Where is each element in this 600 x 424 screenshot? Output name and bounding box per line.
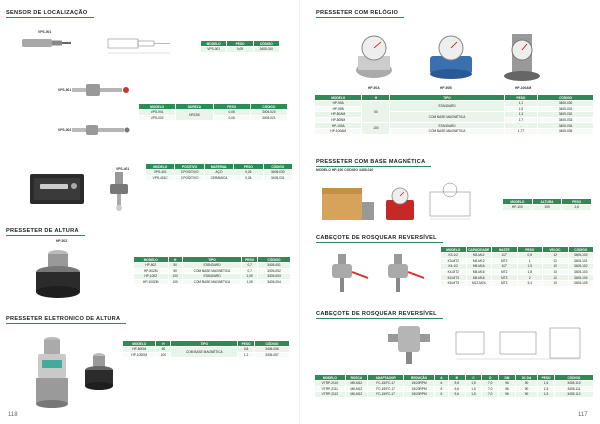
magnetica-device-image bbox=[380, 186, 420, 226]
table-row: HP-100A 100 STANDARD - 3405-034 bbox=[315, 123, 594, 129]
table-row: HP-100AM COM BASE MAGNÉTICA 1,77 3405-035 bbox=[315, 128, 594, 134]
table-row: HP-50Z 50 STANDARD 0,7 3405-051 bbox=[134, 263, 291, 269]
vps901-label: VPS-901 bbox=[58, 88, 72, 92]
page-number-right: 117 bbox=[578, 412, 588, 418]
vps401-probe-image bbox=[100, 172, 140, 212]
rosca1-table: MODELO CAPACIDADE HASTE PESO VELOC. CÓDIGO K3-1/2 M3-M12 1/2" 0,8 12 3405-100 K3-MT2 M3-M12 MT2 1 12 3405-101 K4-1/2 M5-M16 1/2" 1,5 10 3405-102 K4-MT2 M5-M16 MT2 1,8 10 3405-103 K4-MT3 M5-M16 MT3 2 10 3405-104 K6-MT3 M12-M24 MT3 3,4 10 3405-105 bbox=[440, 246, 594, 287]
rosca2-table: MODELO ROSCA ADAPTADOR REDUÇÃO A B C D DM D1 DA PESO CÓDIGO VTRP-2110 M6-M12 FC-15/FC-17 15/20RPM 6 9,6 1,5 7,0 96 90 1,5 3405-110 VTRP-2111 M6-M12 FC-15/FC-17 15/20RPM 6 9,6 1,5 7,0 96 90 1,5 3405-111 VTRP-2112 M6-M12 FC-15/FC-17 15/20RPM 6 9,6 1,5 7,0 96 90 1,5 3405-112 bbox=[314, 374, 594, 398]
table-row: K6-MT3 M12-M24 MT3 3,4 10 3405-105 bbox=[441, 280, 594, 286]
vps901-image bbox=[72, 82, 136, 98]
table-row: HP-50BM 1,7 3405-033 bbox=[315, 117, 594, 123]
table-row: HP-100Z 100 STANDARD 1,05 3405-053 bbox=[134, 274, 291, 280]
hp50a-label: HP-50A bbox=[368, 86, 380, 90]
altura-title: PRESSETER DE ALTURA bbox=[6, 228, 79, 234]
vps401-label: VPS-401 bbox=[116, 167, 130, 171]
table-row: VPS-401C 3 POSITIVO CERÂMICA 0,26 3405-031 bbox=[146, 175, 293, 181]
eletronico-image-1 bbox=[30, 332, 74, 412]
magnetica-title: PRESSETER COM BASE MAGNÉTICA bbox=[316, 159, 426, 165]
relogio-title: PRESSETER COM RELÓGIO bbox=[316, 10, 399, 16]
magnetica-box-image bbox=[318, 184, 378, 224]
hp50z-label: HP-50Z bbox=[56, 239, 68, 243]
table-row: K3-MT2 M3-M12 MT2 1 12 3405-101 bbox=[441, 258, 594, 264]
rosca2-title: CABEÇOTE DE ROSQUEAR REVERSÍVEL bbox=[316, 311, 437, 317]
sensor-table-1: MODELO PESO CÓDIGO VPS-001 0,09 3405-010 bbox=[200, 40, 280, 53]
relogio-table: MODELO H TIPO PESO CÓDIGO HP-50A 50 STANDARD 1,1 3405-030 HP-50B 1,5 3405-031 HP-50AM COM BASE MAGNÉTICA 1,3 3405-032 HP-50BM 1,7 3405-033 HP-100A 100 STANDARD - 3405-034 HP-100AM COM BASE MAGNÉTICA 1,77 3405-035 bbox=[314, 94, 594, 135]
table-row: K4-1/2 M5-M16 1/2" 1,5 10 3405-102 bbox=[441, 264, 594, 270]
table-row: VTRP-2111 M6-M12 FC-15/FC-17 15/20RPM 6 9,6 1,5 7,0 96 90 1,5 3405-111 bbox=[315, 386, 594, 392]
table-row: HP-50ZM 50 COM BASE MAGNÉTICA 0,7 3405-052 bbox=[134, 268, 291, 274]
rosca2-drawing bbox=[450, 324, 590, 364]
table-row: K4-MT2 M5-M16 MT2 1,8 10 3405-103 bbox=[441, 269, 594, 275]
magnetica-table: MODELO ALTURA PESO HP-100 100 2,6 bbox=[502, 198, 592, 211]
table-row: K3-1/2 M3-M12 1/2" 0,8 12 3405-100 bbox=[441, 253, 594, 259]
vps001-label: VPS-001 bbox=[38, 30, 52, 34]
vps002-label: VPS-002 bbox=[58, 128, 72, 132]
hp100am-label: HP-100AM bbox=[515, 86, 532, 90]
magnetica-subtitle: MODELO HP-100 CÓDIGO 3405-010 bbox=[316, 168, 374, 172]
altura-table: MODELO H TIPO PESO CÓDIGO HP-50Z 50 STANDARD 0,7 3405-051 HP-50ZM 50 COM BASE MAGNÉTICA 0,7 3405-052 HP-100Z 100 STANDARD 1,05 3405-053 HP-100ZM 100 COM BASE MAGNÉTICA 1,05 3405-054 bbox=[133, 256, 291, 285]
eletronico-image-2 bbox=[82, 350, 116, 396]
hp50a-image bbox=[352, 32, 396, 82]
page-gutter bbox=[299, 0, 300, 424]
table-row: HP-50EM 50 COM BASE MAGNÉTICA 0,8 3405-056 bbox=[123, 347, 290, 353]
table-row: HP-100ZM 100 COM BASE MAGNÉTICA 1,05 3405-054 bbox=[134, 279, 291, 285]
sensor-title: SENSOR DE LOCALIZAÇÃO bbox=[6, 10, 88, 16]
table-row: VTRP-2110 M6-M12 FC-15/FC-17 15/20RPM 6 9,6 1,5 7,0 96 90 1,5 3405-110 bbox=[315, 381, 594, 387]
hp50b-image bbox=[424, 34, 478, 80]
eletronico-table: MODELO H TIPO PESO CÓDIGO HP-50EM 50 COM BASE MAGNÉTICA 0,8 3405-056 HP-100EM 100 1,2 3405-057 bbox=[122, 340, 290, 358]
vps001-drawing bbox=[104, 33, 176, 57]
table-row: HP-100 100 2,6 bbox=[503, 205, 592, 211]
vps401-case-image bbox=[28, 170, 88, 210]
table-row: VPS-002 0,06 3405-021 bbox=[139, 115, 288, 121]
hp100am-image bbox=[500, 28, 544, 82]
rosca1-image-2 bbox=[374, 252, 426, 294]
sensor-table-3: MODELO POSITIVO MATERIAL PESO CÓDIGO VPS-401 3 POSITIVO AÇO 0,26 3405-030 VPS-401C 3 POSITIVO CERÂMICA 0,26 3405-031 bbox=[145, 163, 293, 181]
rosca1-image-1 bbox=[318, 252, 370, 294]
vps002-image bbox=[72, 122, 136, 138]
table-row: K4-MT3 M5-M16 MT3 2 10 3405-104 bbox=[441, 275, 594, 281]
table-row: HP-50A 50 STANDARD 1,1 3405-030 bbox=[315, 101, 594, 107]
rosca1-title: CABEÇOTE DE ROSQUEAR REVERSÍVEL bbox=[316, 235, 437, 241]
table-row: VPS-001 0,09 3405-010 bbox=[201, 47, 280, 53]
vps001-image bbox=[22, 36, 72, 50]
hp50b-label: HP-50B bbox=[440, 86, 452, 90]
eletronico-title: PRESSETER ELETRONICO DE ALTURA bbox=[6, 316, 121, 322]
magnetica-drawing bbox=[424, 182, 484, 222]
table-row: HP-50B 1,5 3405-031 bbox=[315, 106, 594, 112]
hp50z-image bbox=[28, 246, 88, 304]
rosca2-image bbox=[384, 322, 434, 366]
table-row: VPS-901 HRC55 0,06 3405-020 bbox=[139, 110, 288, 116]
sensor-table-2: MODELO DUREZA PESO CÓDIGO VPS-901 HRC55 0,06 3405-020 VPS-002 0,06 3405-021 bbox=[138, 103, 288, 121]
page-number-left: 118 bbox=[8, 412, 18, 418]
table-row: HP-50AM COM BASE MAGNÉTICA 1,3 3405-032 bbox=[315, 112, 594, 118]
table-row: HP-100EM 100 1,2 3405-057 bbox=[123, 352, 290, 358]
table-row: VTRP-2112 M6-M12 FC-15/FC-17 15/20RPM 6 9,6 1,5 7,0 96 90 1,5 3405-112 bbox=[315, 392, 594, 398]
table-row: VPS-401 3 POSITIVO AÇO 0,26 3405-030 bbox=[146, 170, 293, 176]
